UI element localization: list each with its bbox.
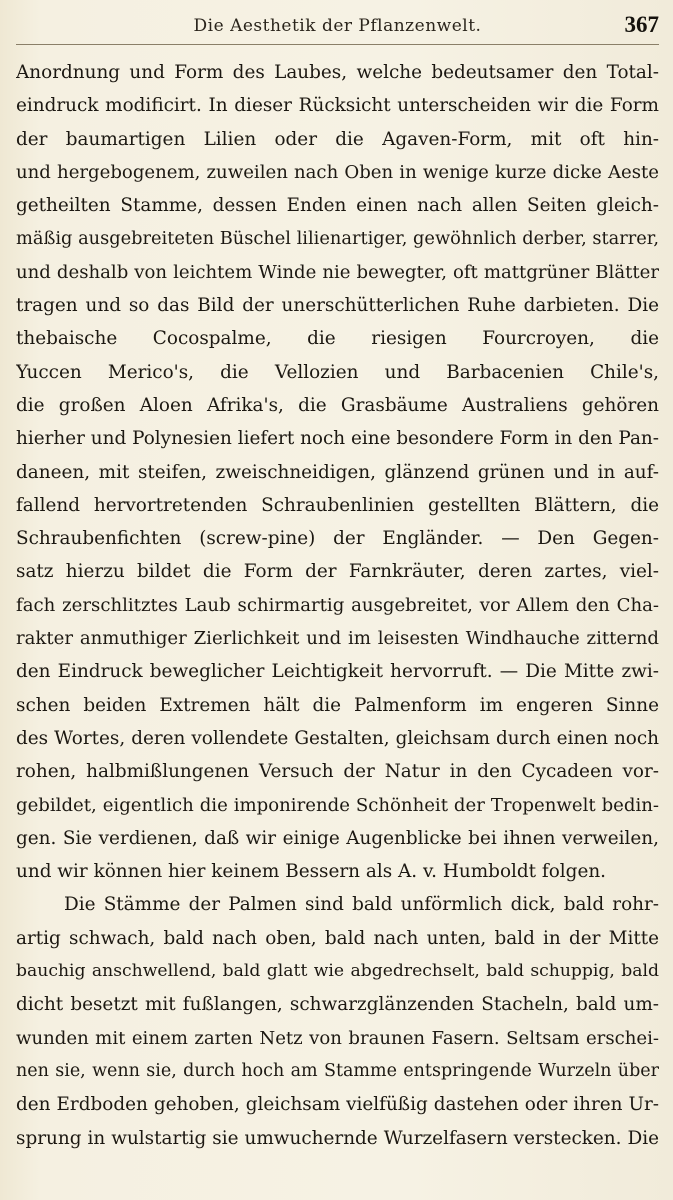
paragraph-start-line: Die Stämme der Palmen sind bald unförmlich dick, bald rohr-	[64, 894, 659, 916]
text-line: mäßig ausgebreiteten Büschel lilienartiger, gewöhnlich derber, starrer,	[16, 228, 659, 250]
text-line: thebaische Cocospalme, die riesigen Fourcroyen, die	[16, 328, 659, 350]
text-line: getheilten Stamme, dessen Enden einen nach allen Seiten gleich-	[16, 195, 659, 217]
text-line: rohen, halbmißlungenen Versuch der Natur in den Cycadeen vor-	[16, 761, 659, 783]
text-line: den Erdboden gehoben, gleichsam vielfüßig dastehen oder ihren Ur-	[16, 1094, 659, 1116]
text-line: und deshalb von leichtem Winde nie bewegter, oft mattgrüner Blätter	[16, 261, 659, 283]
text-line: und hergebogenem, zuweilen nach Oben in wenige kurze dicke Aeste	[16, 161, 659, 183]
text-line: eindruck modificirt. In dieser Rücksicht unterscheiden wir die Form	[16, 95, 659, 117]
text-line: Schraubenfichten (screw-pine) der Engländer. — Den Gegen-	[16, 528, 659, 550]
body-text	[16, 56, 659, 1155]
running-title: Die Aesthetik der Pflanzenwelt.	[193, 16, 482, 36]
text-line: des Wortes, deren vollendete Gestalten, gleichsam durch einen noch	[16, 727, 659, 749]
text-line: fach zerschlitztes Laub schirmartig ausgebreitet, vor Allem den Cha-	[16, 594, 659, 616]
text-line: Anordnung und Form des Laubes, welche bedeutsamer den Total-	[16, 62, 659, 83]
text-line: artig schwach, bald nach oben, bald nach unten, bald in der Mitte	[16, 927, 659, 949]
text-line: der baumartigen Lilien oder die Agaven-Form, mit oft hin-	[16, 128, 659, 150]
text-line: satz hierzu bildet die Form der Farnkräuter, deren zartes, viel-	[16, 561, 659, 583]
text-line: die großen Aloen Afrika's, die Grasbäume Australiens gehören	[16, 394, 659, 416]
text-line: rakter anmuthiger Zierlichkeit und im leisesten Windhauche zitternd	[16, 628, 659, 650]
text-line: Yuccen Merico's, die Vellozien und Barbacenien Chile's,	[16, 361, 659, 383]
header-rule	[16, 44, 659, 45]
text-line: den Eindruck beweglicher Leichtigkeit hervorruft. — Die Mitte zwi-	[16, 661, 659, 683]
text-line: hierher und Polynesien liefert noch eine besondere Form in den Pan-	[16, 428, 659, 450]
text-line: fallend hervortretenden Schraubenlinien gestellten Blättern, die	[16, 494, 659, 516]
page-number: 367	[624, 12, 659, 37]
paragraph-end-line: und wir können hier keinem Bessern als A. v. Humboldt folgen.	[16, 861, 607, 883]
text-line: schen beiden Extremen hält die Palmenform im engeren Sinne	[16, 694, 659, 716]
text-line: gen. Sie verdienen, daß wir einige Augenblicke bei ihnen verweilen,	[16, 827, 659, 849]
text-line: wunden mit einem zarten Netz von braunen Fasern. Seltsam erschei-	[16, 1027, 659, 1049]
text-line: bauchig anschwellend, bald glatt wie abgedrechselt, bald schuppig, bald	[16, 961, 659, 982]
page-header	[16, 12, 659, 40]
text-line: sprung in wulstartig sie umwuchernde Wurzelfasern verstecken. Die	[16, 1127, 659, 1149]
text-line: daneen, mit steifen, zweischneidigen, glänzend grünen und in auf-	[16, 461, 659, 483]
text-line: nen sie, wenn sie, durch hoch am Stamme entspringende Wurzeln über	[16, 1060, 659, 1081]
text-line: dicht besetzt mit fußlangen, schwarzglänzenden Stacheln, bald um-	[16, 994, 659, 1016]
text-line: tragen und so das Bild der unerschütterlichen Ruhe darbieten. Die	[16, 295, 659, 317]
text-line: gebildet, eigentlich die imponirende Schönheit der Tropenwelt bedin-	[16, 794, 659, 816]
